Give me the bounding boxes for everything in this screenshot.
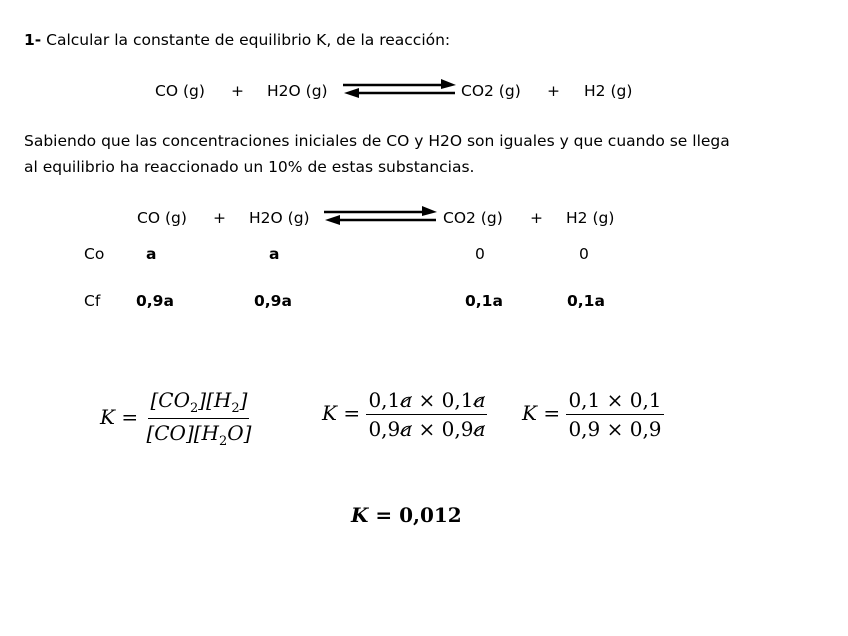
equilibrium-arrow-icon bbox=[343, 78, 457, 100]
table-plus-1: + bbox=[213, 209, 226, 227]
description-line-1: Sabiendo que las concentraciones iniciales de CO y H2O son iguales y que cuando se llega bbox=[24, 132, 730, 150]
problem-statement: Calcular la constante de equilibrio K, de la reacción: bbox=[46, 31, 451, 49]
cancelled-a: a bbox=[473, 417, 486, 441]
result-eq: = bbox=[375, 503, 393, 527]
result bbox=[351, 503, 462, 527]
row-label: Co bbox=[84, 245, 105, 263]
reaction-plus-2: + bbox=[547, 82, 560, 100]
cell-co2: 0 bbox=[475, 245, 485, 263]
problem-number: 1- bbox=[24, 31, 42, 49]
row-label: Cf bbox=[84, 292, 101, 310]
table-reactant-co: CO (g) bbox=[137, 209, 187, 227]
table-product-h2: H2 (g) bbox=[566, 209, 615, 227]
reaction-product-h2: H2 (g) bbox=[584, 82, 633, 100]
result-k: K bbox=[351, 503, 369, 527]
cancelled-a: a bbox=[473, 388, 486, 412]
equilibrium-arrow-icon bbox=[324, 205, 438, 227]
reaction-reactant-h2o: H2O (g) bbox=[267, 82, 328, 100]
table-plus-2: + bbox=[530, 209, 543, 227]
formula-k-definition: K = $\frac{[CO_2][H_2]}{[CO][H_2O]}$ bbox=[100, 388, 252, 449]
formula-k-numeric: K = $\frac{0,1 \times 0,1}{0,9 \times 0,9}$ bbox=[522, 388, 662, 441]
cancelled-a: a bbox=[400, 417, 413, 441]
cell-h2o: a bbox=[269, 245, 280, 263]
table-product-co2: CO2 (g) bbox=[443, 209, 503, 227]
description-line-2: al equilibrio ha reaccionado un 10% de estas substancias. bbox=[24, 158, 475, 176]
table-reactant-h2o: H2O (g) bbox=[249, 209, 310, 227]
reaction-reactant-co: CO (g) bbox=[155, 82, 205, 100]
formula-k-substitution: K = $\frac{0,1a \times 0,1a}{0,9a \times 0,9a}$ bbox=[322, 388, 486, 441]
cell-h2o: 0,9a bbox=[254, 292, 292, 310]
cell-h2: 0 bbox=[579, 245, 589, 263]
cell-co: a bbox=[146, 245, 157, 263]
reaction-plus-1: + bbox=[231, 82, 244, 100]
result-value: 0,012 bbox=[399, 503, 462, 527]
cell-co: 0,9a bbox=[136, 292, 174, 310]
reaction-product-co2: CO2 (g) bbox=[461, 82, 521, 100]
cell-co2: 0,1a bbox=[465, 292, 503, 310]
problem-title bbox=[24, 31, 450, 49]
cancelled-a: a bbox=[400, 388, 413, 412]
cell-h2: 0,1a bbox=[567, 292, 605, 310]
